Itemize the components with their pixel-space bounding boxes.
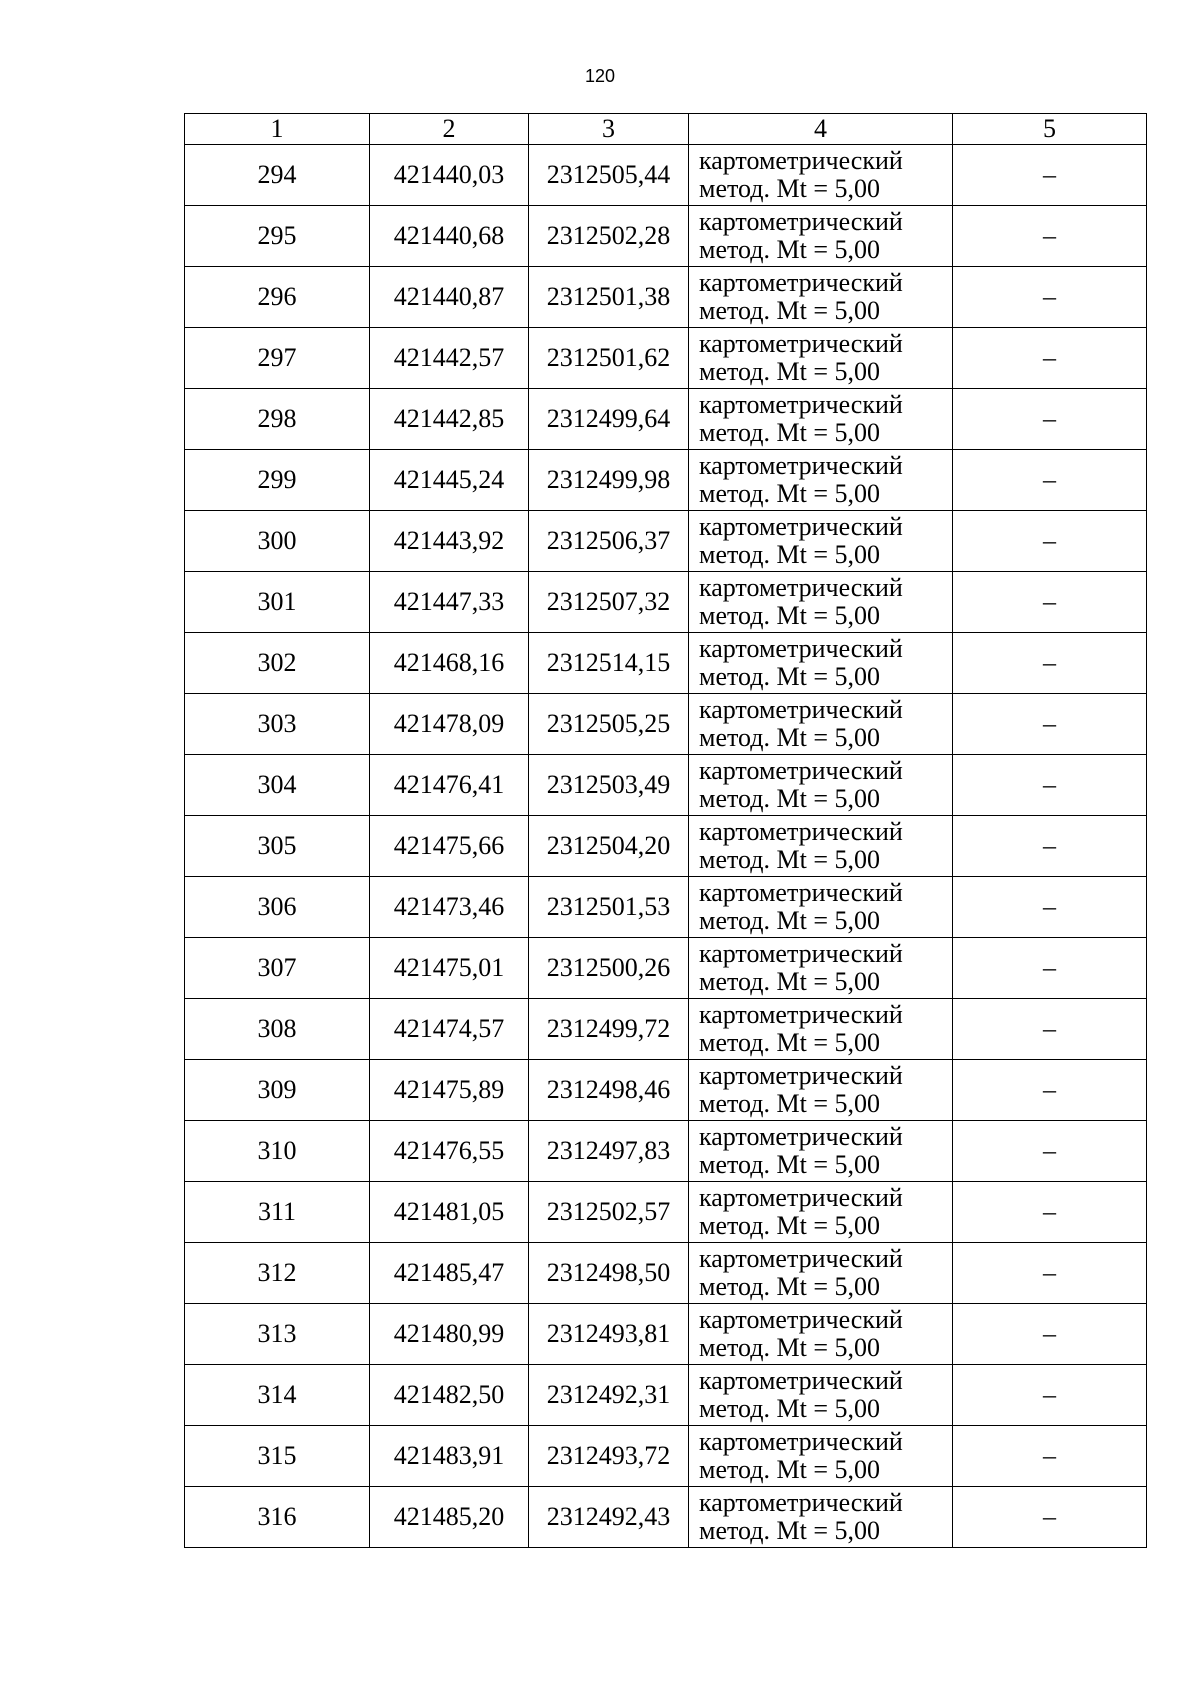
point-number-cell: 310: [185, 1121, 370, 1182]
table-row: [185, 389, 1147, 450]
method-cell: [689, 389, 953, 450]
method-name-text: картометрический: [699, 329, 903, 358]
method-name-text: картометрический: [699, 1183, 903, 1212]
method-name-text: картометрический: [699, 1061, 903, 1090]
method-cell: [689, 877, 953, 938]
point-number-cell: 294: [185, 145, 370, 206]
method-accuracy-text: метод. Mt = 5,00: [699, 1150, 880, 1179]
point-number-cell: 315: [185, 1426, 370, 1487]
column-5-cell: –: [953, 450, 1147, 511]
method-name-text: картометрический: [699, 634, 903, 663]
table-row: [185, 145, 1147, 206]
y-coordinate-cell: 2312500,26: [529, 938, 689, 999]
method-accuracy-text: метод. Mt = 5,00: [699, 1455, 880, 1484]
method-cell: [689, 1182, 953, 1243]
method-cell: [689, 694, 953, 755]
x-coordinate-cell: 421468,16: [370, 633, 529, 694]
x-coordinate-cell: 421440,03: [370, 145, 529, 206]
y-coordinate-cell: 2312501,62: [529, 328, 689, 389]
point-number-cell: 305: [185, 816, 370, 877]
table-row: [185, 1243, 1147, 1304]
method-name-text: картометрический: [699, 512, 903, 541]
method-accuracy-text: метод. Mt = 5,00: [699, 906, 880, 935]
y-coordinate-cell: 2312502,28: [529, 206, 689, 267]
column-5-cell: –: [953, 206, 1147, 267]
column-5-cell: –: [953, 1365, 1147, 1426]
table-row: [185, 328, 1147, 389]
column-5-cell: –: [953, 755, 1147, 816]
method-accuracy-text: метод. Mt = 5,00: [699, 723, 880, 752]
x-coordinate-cell: 421475,01: [370, 938, 529, 999]
table-row: [185, 267, 1147, 328]
table-row: [185, 1060, 1147, 1121]
point-number-cell: 307: [185, 938, 370, 999]
point-number-cell: 298: [185, 389, 370, 450]
y-coordinate-cell: 2312499,64: [529, 389, 689, 450]
x-coordinate-cell: 421475,89: [370, 1060, 529, 1121]
column-5-cell: –: [953, 267, 1147, 328]
point-number-cell: 303: [185, 694, 370, 755]
method-accuracy-text: метод. Mt = 5,00: [699, 662, 880, 691]
column-5-cell: –: [953, 1060, 1147, 1121]
header-col-3: 3: [529, 114, 689, 145]
method-name-text: картометрический: [699, 878, 903, 907]
method-name-text: картометрический: [699, 146, 903, 175]
column-5-cell: –: [953, 328, 1147, 389]
table-row: [185, 572, 1147, 633]
y-coordinate-cell: 2312506,37: [529, 511, 689, 572]
point-number-cell: 306: [185, 877, 370, 938]
point-number-cell: 299: [185, 450, 370, 511]
method-accuracy-text: метод. Mt = 5,00: [699, 1089, 880, 1118]
method-cell: [689, 938, 953, 999]
x-coordinate-cell: 421480,99: [370, 1304, 529, 1365]
table-row: [185, 1121, 1147, 1182]
column-5-cell: –: [953, 633, 1147, 694]
point-number-cell: 311: [185, 1182, 370, 1243]
method-cell: [689, 206, 953, 267]
method-accuracy-text: метод. Mt = 5,00: [699, 1211, 880, 1240]
method-accuracy-text: метод. Mt = 5,00: [699, 540, 880, 569]
y-coordinate-cell: 2312493,72: [529, 1426, 689, 1487]
point-number-cell: 296: [185, 267, 370, 328]
column-5-cell: –: [953, 1182, 1147, 1243]
column-5-cell: –: [953, 145, 1147, 206]
point-number-cell: 302: [185, 633, 370, 694]
point-number-cell: 314: [185, 1365, 370, 1426]
point-number-cell: 308: [185, 999, 370, 1060]
x-coordinate-cell: 421483,91: [370, 1426, 529, 1487]
method-cell: [689, 572, 953, 633]
table-row: [185, 511, 1147, 572]
method-name-text: картометрический: [699, 1366, 903, 1395]
method-accuracy-text: метод. Mt = 5,00: [699, 845, 880, 874]
y-coordinate-cell: 2312501,38: [529, 267, 689, 328]
x-coordinate-cell: 421485,47: [370, 1243, 529, 1304]
table-row: [185, 1304, 1147, 1365]
method-name-text: картометрический: [699, 1000, 903, 1029]
method-cell: [689, 816, 953, 877]
method-accuracy-text: метод. Mt = 5,00: [699, 1394, 880, 1423]
method-name-text: картометрический: [699, 573, 903, 602]
method-cell: [689, 1365, 953, 1426]
y-coordinate-cell: 2312514,15: [529, 633, 689, 694]
page-number: 120: [584, 66, 616, 86]
table-row: [185, 938, 1147, 999]
table-row: [185, 206, 1147, 267]
method-name-text: картометрический: [699, 268, 903, 297]
x-coordinate-cell: 421475,66: [370, 816, 529, 877]
header-col-1: 1: [185, 114, 370, 145]
point-number-cell: 309: [185, 1060, 370, 1121]
y-coordinate-cell: 2312505,44: [529, 145, 689, 206]
table-row: [185, 1487, 1147, 1548]
method-accuracy-text: метод. Mt = 5,00: [699, 1516, 880, 1545]
x-coordinate-cell: 421443,92: [370, 511, 529, 572]
point-number-cell: 312: [185, 1243, 370, 1304]
method-cell: [689, 1243, 953, 1304]
table-row: [185, 877, 1147, 938]
method-cell: [689, 633, 953, 694]
column-5-cell: –: [953, 1426, 1147, 1487]
y-coordinate-cell: 2312503,49: [529, 755, 689, 816]
method-accuracy-text: метод. Mt = 5,00: [699, 174, 880, 203]
column-5-cell: –: [953, 1487, 1147, 1548]
y-coordinate-cell: 2312492,31: [529, 1365, 689, 1426]
method-accuracy-text: метод. Mt = 5,00: [699, 235, 880, 264]
method-cell: [689, 1121, 953, 1182]
method-name-text: картометрический: [699, 207, 903, 236]
table-row: [185, 450, 1147, 511]
method-cell: [689, 1426, 953, 1487]
x-coordinate-cell: 421445,24: [370, 450, 529, 511]
y-coordinate-cell: 2312499,98: [529, 450, 689, 511]
x-coordinate-cell: 421474,57: [370, 999, 529, 1060]
point-number-cell: 304: [185, 755, 370, 816]
point-number-cell: 295: [185, 206, 370, 267]
column-5-cell: –: [953, 1243, 1147, 1304]
method-name-text: картометрический: [699, 1427, 903, 1456]
y-coordinate-cell: 2312498,50: [529, 1243, 689, 1304]
method-cell: [689, 999, 953, 1060]
column-5-cell: –: [953, 938, 1147, 999]
method-cell: [689, 145, 953, 206]
method-accuracy-text: метод. Mt = 5,00: [699, 1272, 880, 1301]
column-5-cell: –: [953, 999, 1147, 1060]
table-row: [185, 633, 1147, 694]
method-accuracy-text: метод. Mt = 5,00: [699, 418, 880, 447]
method-cell: [689, 328, 953, 389]
method-name-text: картометрический: [699, 390, 903, 419]
x-coordinate-cell: 421440,68: [370, 206, 529, 267]
table-row: [185, 1426, 1147, 1487]
method-cell: [689, 267, 953, 328]
column-5-cell: –: [953, 511, 1147, 572]
method-name-text: картометрический: [699, 1305, 903, 1334]
method-cell: [689, 1060, 953, 1121]
x-coordinate-cell: 421485,20: [370, 1487, 529, 1548]
point-number-cell: 300: [185, 511, 370, 572]
table-row: [185, 694, 1147, 755]
x-coordinate-cell: 421442,57: [370, 328, 529, 389]
x-coordinate-cell: 421440,87: [370, 267, 529, 328]
method-accuracy-text: метод. Mt = 5,00: [699, 784, 880, 813]
x-coordinate-cell: 421447,33: [370, 572, 529, 633]
x-coordinate-cell: 421482,50: [370, 1365, 529, 1426]
method-name-text: картометрический: [699, 817, 903, 846]
y-coordinate-cell: 2312505,25: [529, 694, 689, 755]
x-coordinate-cell: 421478,09: [370, 694, 529, 755]
y-coordinate-cell: 2312493,81: [529, 1304, 689, 1365]
method-name-text: картометрический: [699, 1122, 903, 1151]
header-col-2: 2: [370, 114, 529, 145]
column-5-cell: –: [953, 1121, 1147, 1182]
x-coordinate-cell: 421481,05: [370, 1182, 529, 1243]
x-coordinate-cell: 421476,41: [370, 755, 529, 816]
method-accuracy-text: метод. Mt = 5,00: [699, 1333, 880, 1362]
y-coordinate-cell: 2312492,43: [529, 1487, 689, 1548]
table-header-row: [185, 114, 1147, 145]
column-5-cell: –: [953, 877, 1147, 938]
x-coordinate-cell: 421442,85: [370, 389, 529, 450]
column-5-cell: –: [953, 816, 1147, 877]
method-name-text: картометрический: [699, 1244, 903, 1273]
method-accuracy-text: метод. Mt = 5,00: [699, 1028, 880, 1057]
y-coordinate-cell: 2312504,20: [529, 816, 689, 877]
table-row: [185, 1365, 1147, 1426]
method-cell: [689, 1487, 953, 1548]
header-col-4: 4: [689, 114, 953, 145]
column-5-cell: –: [953, 572, 1147, 633]
method-accuracy-text: метод. Mt = 5,00: [699, 967, 880, 996]
table-row: [185, 755, 1147, 816]
method-name-text: картометрический: [699, 451, 903, 480]
method-name-text: картометрический: [699, 1488, 903, 1517]
method-cell: [689, 511, 953, 572]
y-coordinate-cell: 2312501,53: [529, 877, 689, 938]
point-number-cell: 316: [185, 1487, 370, 1548]
y-coordinate-cell: 2312502,57: [529, 1182, 689, 1243]
method-accuracy-text: метод. Mt = 5,00: [699, 357, 880, 386]
table-row: [185, 1182, 1147, 1243]
method-accuracy-text: метод. Mt = 5,00: [699, 601, 880, 630]
y-coordinate-cell: 2312507,32: [529, 572, 689, 633]
point-number-cell: 297: [185, 328, 370, 389]
point-number-cell: 301: [185, 572, 370, 633]
x-coordinate-cell: 421476,55: [370, 1121, 529, 1182]
coordinates-table: [184, 113, 1147, 1548]
point-number-cell: 313: [185, 1304, 370, 1365]
column-5-cell: –: [953, 694, 1147, 755]
header-col-5: 5: [953, 114, 1147, 145]
table-row: [185, 816, 1147, 877]
y-coordinate-cell: 2312497,83: [529, 1121, 689, 1182]
method-accuracy-text: метод. Mt = 5,00: [699, 296, 880, 325]
method-name-text: картометрический: [699, 756, 903, 785]
y-coordinate-cell: 2312499,72: [529, 999, 689, 1060]
x-coordinate-cell: 421473,46: [370, 877, 529, 938]
column-5-cell: –: [953, 1304, 1147, 1365]
method-name-text: картометрический: [699, 695, 903, 724]
column-5-cell: –: [953, 389, 1147, 450]
table-row: [185, 999, 1147, 1060]
method-name-text: картометрический: [699, 939, 903, 968]
method-cell: [689, 450, 953, 511]
y-coordinate-cell: 2312498,46: [529, 1060, 689, 1121]
table-body: [185, 145, 1147, 1548]
method-cell: [689, 755, 953, 816]
method-cell: [689, 1304, 953, 1365]
method-accuracy-text: метод. Mt = 5,00: [699, 479, 880, 508]
